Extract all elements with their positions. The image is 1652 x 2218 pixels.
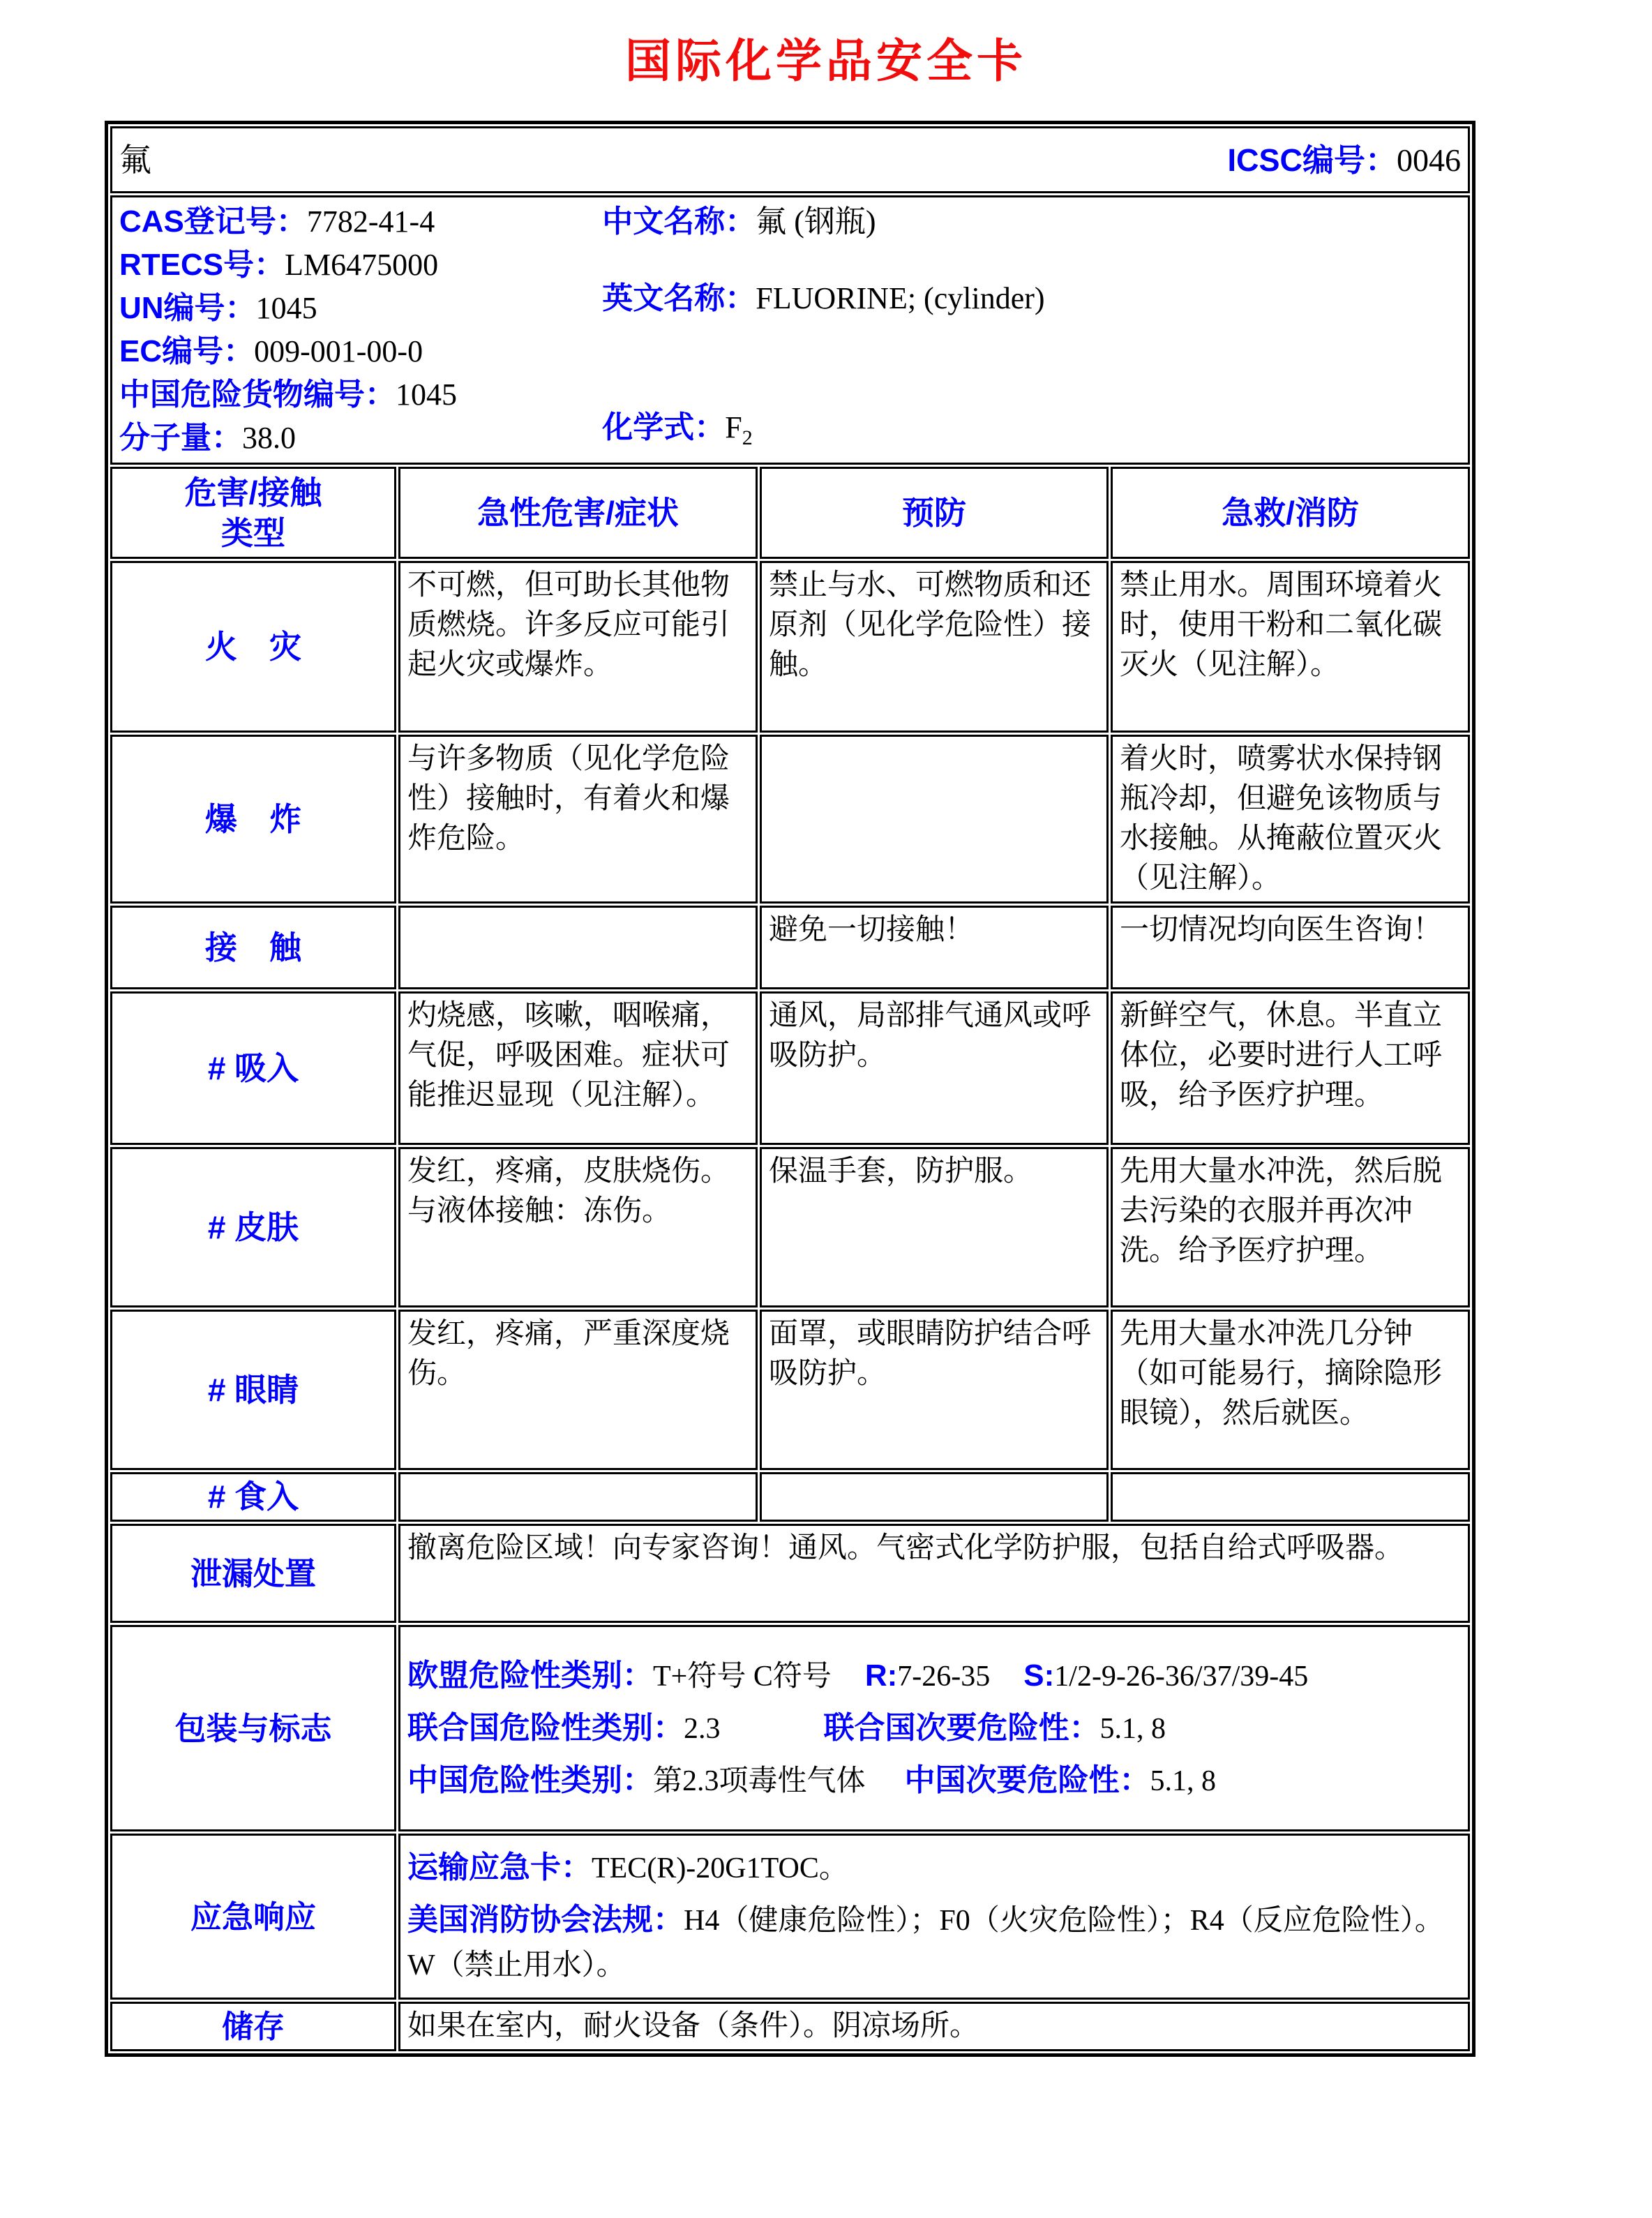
identifier-list-left: [119, 200, 602, 460]
icsc-number-label: ICSC编号：: [1227, 142, 1397, 178]
spillage-text-cell: 撤离危险区域！向专家咨询！通风。气密式化学防护服，包括自给式呼吸器。: [398, 1524, 1470, 1623]
identifiers-cell: [110, 195, 1470, 465]
eyes-symptoms-cell: 发红，疼痛，严重深度烧伤。: [398, 1310, 758, 1470]
english-name-label: 英文名称：: [602, 281, 756, 315]
ec-number-label: EC编号：: [119, 334, 255, 368]
chemical-formula-line: [602, 406, 1461, 460]
rtecs-number-label: RTECS号：: [119, 248, 285, 282]
ec-number-line: [119, 330, 602, 373]
cas-number-line: [119, 200, 602, 243]
molecular-weight-label: 分子量：: [119, 421, 242, 455]
inhalation-row-label: # 吸入: [110, 991, 396, 1145]
substance-name: 氟: [119, 142, 151, 178]
packaging-row-label: 包装与标志: [110, 1625, 396, 1831]
tec-label: 运输应急卡：: [407, 1850, 592, 1884]
fire-row-label: 火 灾: [110, 561, 396, 733]
un-subrisk-value: 5.1, 8: [1099, 1712, 1166, 1745]
english-name-value: FLUORINE; (cylinder): [756, 281, 1045, 315]
icsc-number-value: 0046: [1397, 142, 1462, 178]
fire-response-cell: 禁止用水。周围环境着火时，使用干粉和二氧化碳灭火（见注解）。: [1111, 561, 1470, 733]
emergency-text-cell: [398, 1834, 1470, 2000]
eyes-response-cell: 先用大量水冲洗几分钟（如可能易行，摘除隐形眼镜），然后就医。: [1111, 1310, 1470, 1470]
exposure-row-label: 接 触: [110, 906, 396, 989]
un-number-value: 1045: [255, 291, 317, 325]
rtecs-number-line: [119, 243, 602, 287]
hazard-type-header-line1: 危害/接触: [184, 474, 322, 511]
fire-symptoms-cell: 不可燃，但可助长其他物质燃烧。许多反应可能引起火灾或爆炸。: [398, 561, 758, 733]
column-header-prevention: 预防: [760, 467, 1109, 559]
hazard-row-eyes: [110, 1310, 1470, 1470]
explosion-symptoms-cell: 与许多物质（见化学危险性）接触时，有着火和爆炸危险。: [398, 735, 758, 904]
skin-symptoms-cell: 发红，疼痛，皮肤烧伤。与液体接触：冻伤。: [398, 1147, 758, 1307]
exposure-response-cell: 一切情况均向医生咨询！: [1111, 906, 1470, 989]
storage-row: [110, 2002, 1470, 2051]
molecular-weight-line: [119, 417, 602, 460]
china-subrisk-label: 中国次要危险性：: [904, 1762, 1150, 1797]
ingestion-symptoms-cell: [398, 1472, 758, 1522]
skin-response-cell: 先用大量水冲洗，然后脱去污染的衣服并再次冲洗。给予医疗护理。: [1111, 1147, 1470, 1307]
skin-prevention-cell: 保温手套，防护服。: [760, 1147, 1109, 1307]
chinese-name-label: 中文名称：: [602, 204, 756, 239]
nfpa-value: H4（健康危险性）；F0（火灾危险性）；R4（反应危险性）。W（禁止用水）。: [407, 1905, 1444, 1981]
hazard-row-ingestion: [110, 1472, 1470, 1522]
rtecs-number-value: LM6475000: [285, 248, 439, 282]
nfpa-code-line: [407, 1898, 1461, 1988]
china-classification-line: [407, 1758, 1461, 1804]
column-header-symptoms: 急性危害/症状: [398, 467, 758, 559]
un-classification-line: [407, 1706, 1461, 1751]
hazard-row-fire: [110, 561, 1470, 733]
english-name-line: [602, 277, 1461, 320]
column-header-response: 急救/消防: [1111, 467, 1470, 559]
ec-number-value: 009-001-00-0: [254, 334, 423, 368]
un-class-label: 联合国危险性类别：: [407, 1710, 684, 1745]
nfpa-label: 美国消防协会法规：: [407, 1903, 684, 1937]
china-subrisk-value: 5.1, 8: [1150, 1764, 1217, 1797]
substance-header: [119, 140, 1461, 180]
hazard-row-skin: [110, 1147, 1470, 1307]
r-phrases-label: R:: [864, 1658, 898, 1693]
eyes-row-label: # 眼睛: [110, 1310, 396, 1470]
chemical-formula-value: [725, 410, 753, 449]
hazard-type-header-line2: 类型: [221, 515, 285, 551]
s-phrases-value: 1/2-9-26-36/37/39-45: [1054, 1660, 1309, 1693]
icsc-card-table: [105, 121, 1475, 2057]
fire-prevention-cell: 禁止与水、可燃物质和还原剂（见化学危险性）接触。: [760, 561, 1109, 733]
page-title: 国际化学品安全卡: [625, 35, 1027, 87]
chinese-name-value: 氟 (钢瓶): [756, 204, 876, 239]
packaging-row: [110, 1625, 1470, 1831]
explosion-row-label: 爆 炸: [110, 735, 396, 904]
exposure-prevention-cell: 避免一切接触！: [760, 906, 1109, 989]
un-class-value: 2.3: [684, 1712, 721, 1745]
storage-text-cell: 如果在室内，耐火设备（条件）。阴凉场所。: [398, 2002, 1470, 2051]
un-subrisk-label: 联合国次要危险性：: [823, 1710, 1100, 1745]
hazard-row-explosion: [110, 735, 1470, 904]
un-number-label: UN编号：: [119, 291, 256, 325]
formula-base: F: [725, 410, 742, 445]
ingestion-response-cell: [1111, 1472, 1470, 1522]
substance-header-row: [110, 126, 1470, 193]
hazard-row-inhalation: [110, 991, 1470, 1145]
ingestion-row-label: # 食入: [110, 1472, 396, 1522]
china-class-value: 第2.3项毒性气体: [653, 1764, 866, 1797]
hazard-row-exposure: [110, 906, 1470, 989]
spillage-row: [110, 1524, 1470, 1623]
inhalation-symptoms-cell: 灼烧感，咳嗽，咽喉痛，气促，呼吸困难。症状可能推迟显现（见注解）。: [398, 991, 758, 1145]
spillage-row-label: 泄漏处置: [110, 1524, 396, 1623]
hazard-table-header-row: [110, 467, 1470, 559]
transport-emergency-card-line: [407, 1845, 1461, 1891]
identifier-list-right: [602, 200, 1461, 460]
china-dg-number-label: 中国危险货物编号：: [119, 377, 396, 412]
chinese-name-line: [602, 200, 1461, 243]
skin-row-label: # 皮肤: [110, 1147, 396, 1307]
icsc-number: [1228, 140, 1462, 180]
chemical-formula-label: 化学式：: [602, 410, 726, 445]
eyes-prevention-cell: 面罩，或眼睛防护结合呼吸防护。: [760, 1310, 1109, 1470]
emergency-response-row: [110, 1834, 1470, 2000]
tec-value: TEC(R)-20G1TOC。: [592, 1852, 848, 1884]
ingestion-prevention-cell: [760, 1472, 1109, 1522]
explosion-prevention-cell: [760, 735, 1109, 904]
storage-row-label: 储存: [110, 2002, 396, 2051]
identifiers-layout: [119, 200, 1461, 460]
cas-number-label: CAS登记号：: [119, 204, 307, 239]
substance-header-cell: [110, 126, 1470, 193]
identifiers-row: [110, 195, 1470, 465]
r-phrases-value: 7-26-35: [897, 1660, 991, 1693]
inhalation-prevention-cell: 通风，局部排气通风或呼吸防护。: [760, 991, 1109, 1145]
packaging-text-cell: [398, 1625, 1470, 1831]
china-class-label: 中国危险性类别：: [407, 1762, 653, 1797]
eu-class-label: 欧盟危险性类别：: [407, 1658, 653, 1693]
cas-number-value: 7782-41-4: [306, 204, 435, 239]
china-dg-number-line: [119, 373, 602, 417]
formula-subscript: 2: [742, 426, 753, 449]
s-phrases-label: S:: [1023, 1658, 1055, 1693]
molecular-weight-value: 38.0: [242, 421, 296, 455]
column-header-hazard-type: [110, 467, 396, 559]
emergency-row-label: 应急响应: [110, 1834, 396, 2000]
china-dg-number-value: 1045: [396, 377, 457, 412]
exposure-symptoms-cell: [398, 906, 758, 989]
un-number-line: [119, 287, 602, 330]
explosion-response-cell: 着火时，喷雾状水保持钢瓶冷却，但避免该物质与水接触。从掩蔽位置灭火（见注解）。: [1111, 735, 1470, 904]
inhalation-response-cell: 新鲜空气，休息。半直立体位，必要时进行人工呼吸，给予医疗护理。: [1111, 991, 1470, 1145]
eu-classification-line: [407, 1654, 1461, 1699]
eu-class-value: T+符号 C符号: [653, 1660, 832, 1693]
